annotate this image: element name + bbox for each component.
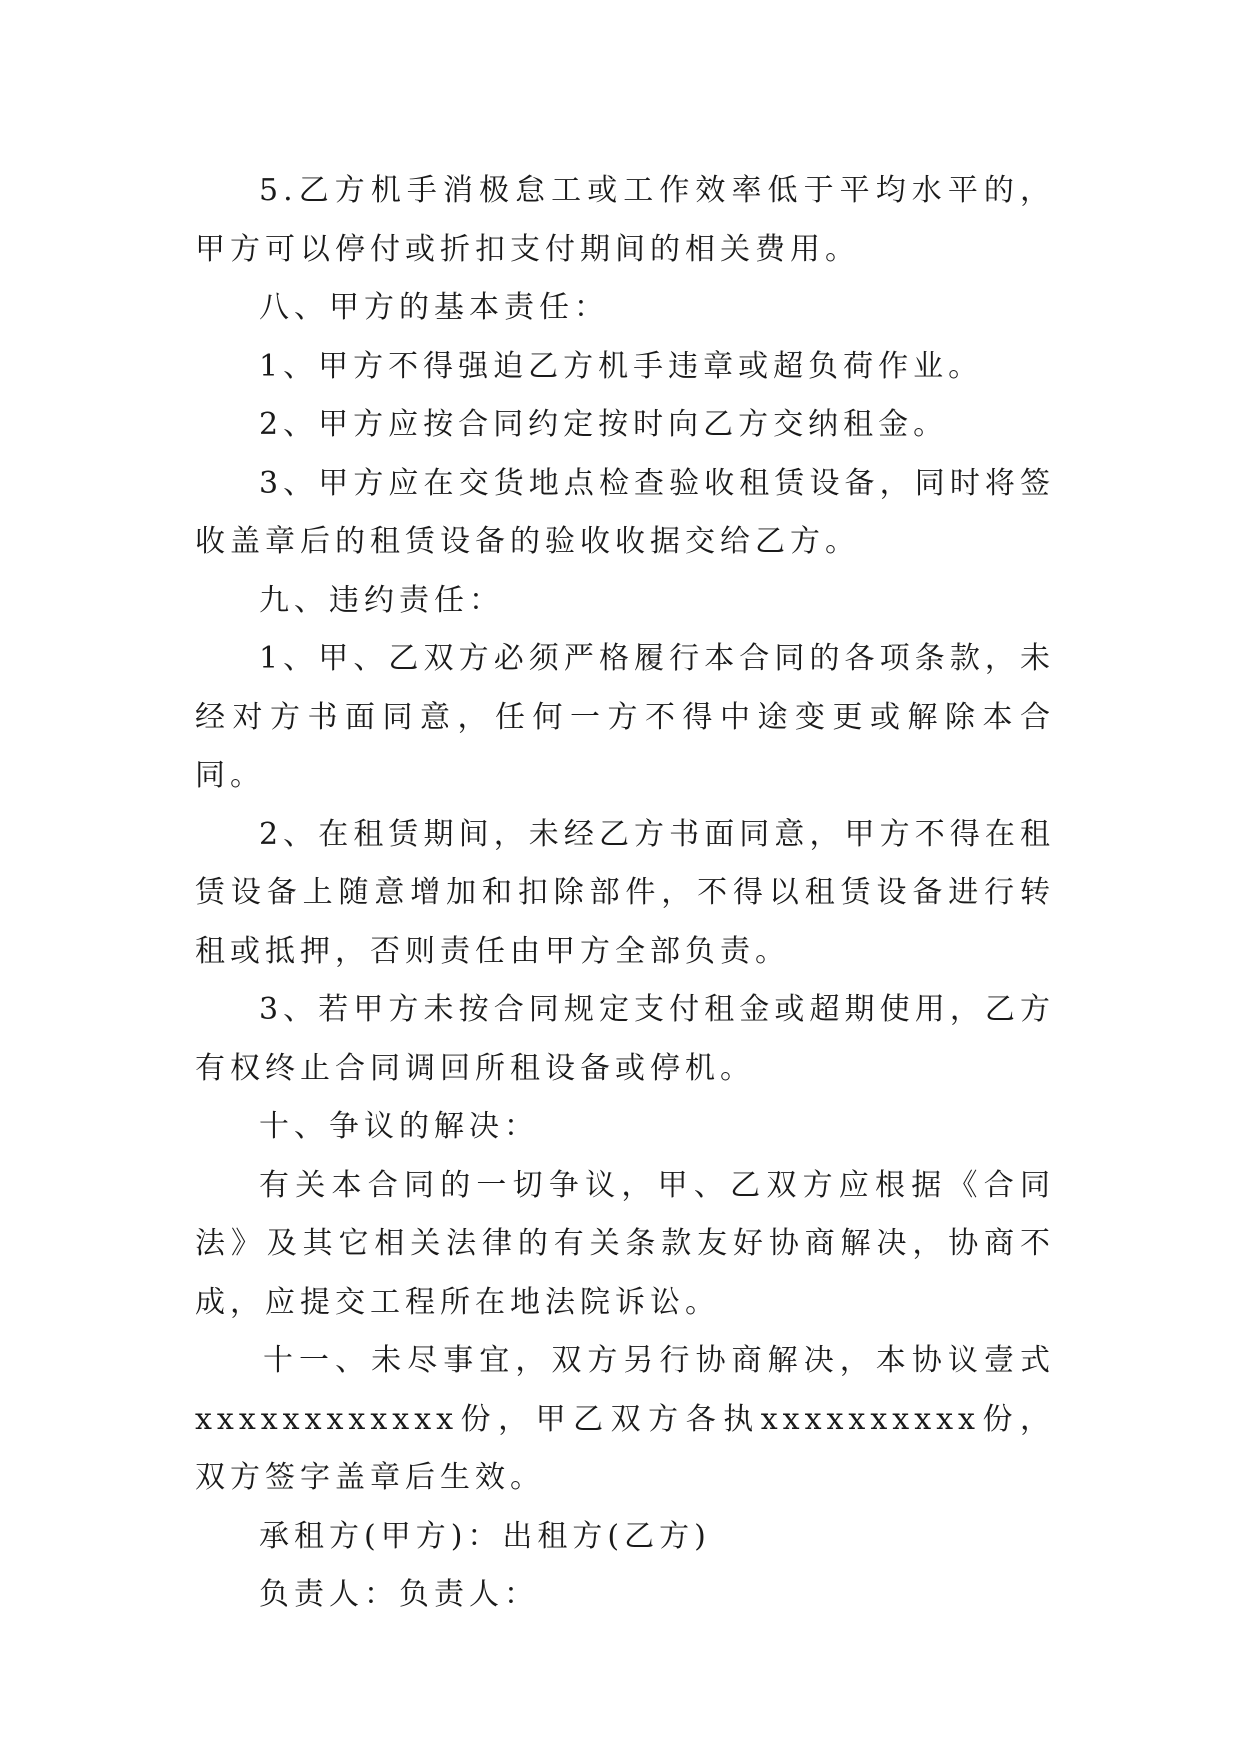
signature-parties-line: 承租方(甲方)：出租方(乙方) — [259, 1518, 711, 1554]
section-heading: 八、甲方的基本责任： — [259, 290, 609, 325]
section-heading: 九、违约责任： — [259, 582, 504, 618]
clause-paragraph: 3、甲方应在交货地点检查验收租赁设备，同时将签收盖章后的租赁设备的验收收据交给乙方。 — [195, 465, 1055, 559]
clause-paragraph: 2、甲方应按合同约定按时向乙方交纳租金。 — [259, 407, 949, 442]
section-heading: 十、争议的解决： — [259, 1109, 539, 1144]
signature-responsible-line: 负责人：负责人： — [259, 1577, 539, 1612]
clause-paragraph: 3、若甲方未按合同规定支付租金或超期使用，乙方有权终止合同调回所租设备或停机。 — [195, 992, 1055, 1086]
clause-paragraph: 1、甲、乙双方必须严格履行本合同的各项条款，未经对方书面同意，任何一方不得中途变更或解除本合同。 — [195, 641, 1055, 793]
clause-paragraph: 1、甲方不得强迫乙方机手违章或超负荷作业。 — [259, 348, 984, 384]
clause-paragraph: 5.乙方机手消极怠工或工作效率低于平均水平的，甲方可以停付或折扣支付期间的相关费用。 — [195, 173, 1055, 267]
clause-paragraph: 2、在租赁期间，未经乙方书面同意，甲方不得在租赁设备上随意增加和扣除部件，不得以租赁设备进行转租或抵押，否则责任由甲方全部负责。 — [195, 816, 1055, 969]
document-body — [195, 162, 1055, 1625]
clause-paragraph: 有关本合同的一切争议，甲、乙双方应根据《合同法》及其它相关法律的有关条款友好协商解决，协商不成，应提交工程所在地法院诉讼。 — [195, 1167, 1055, 1320]
clause-paragraph: 十一、未尽事宜，双方另行协商解决，本协议壹式xxxxxxxxxxxx份，甲乙双方各执xxxxxxxxxx份，双方签字盖章后生效。 — [195, 1343, 1055, 1495]
